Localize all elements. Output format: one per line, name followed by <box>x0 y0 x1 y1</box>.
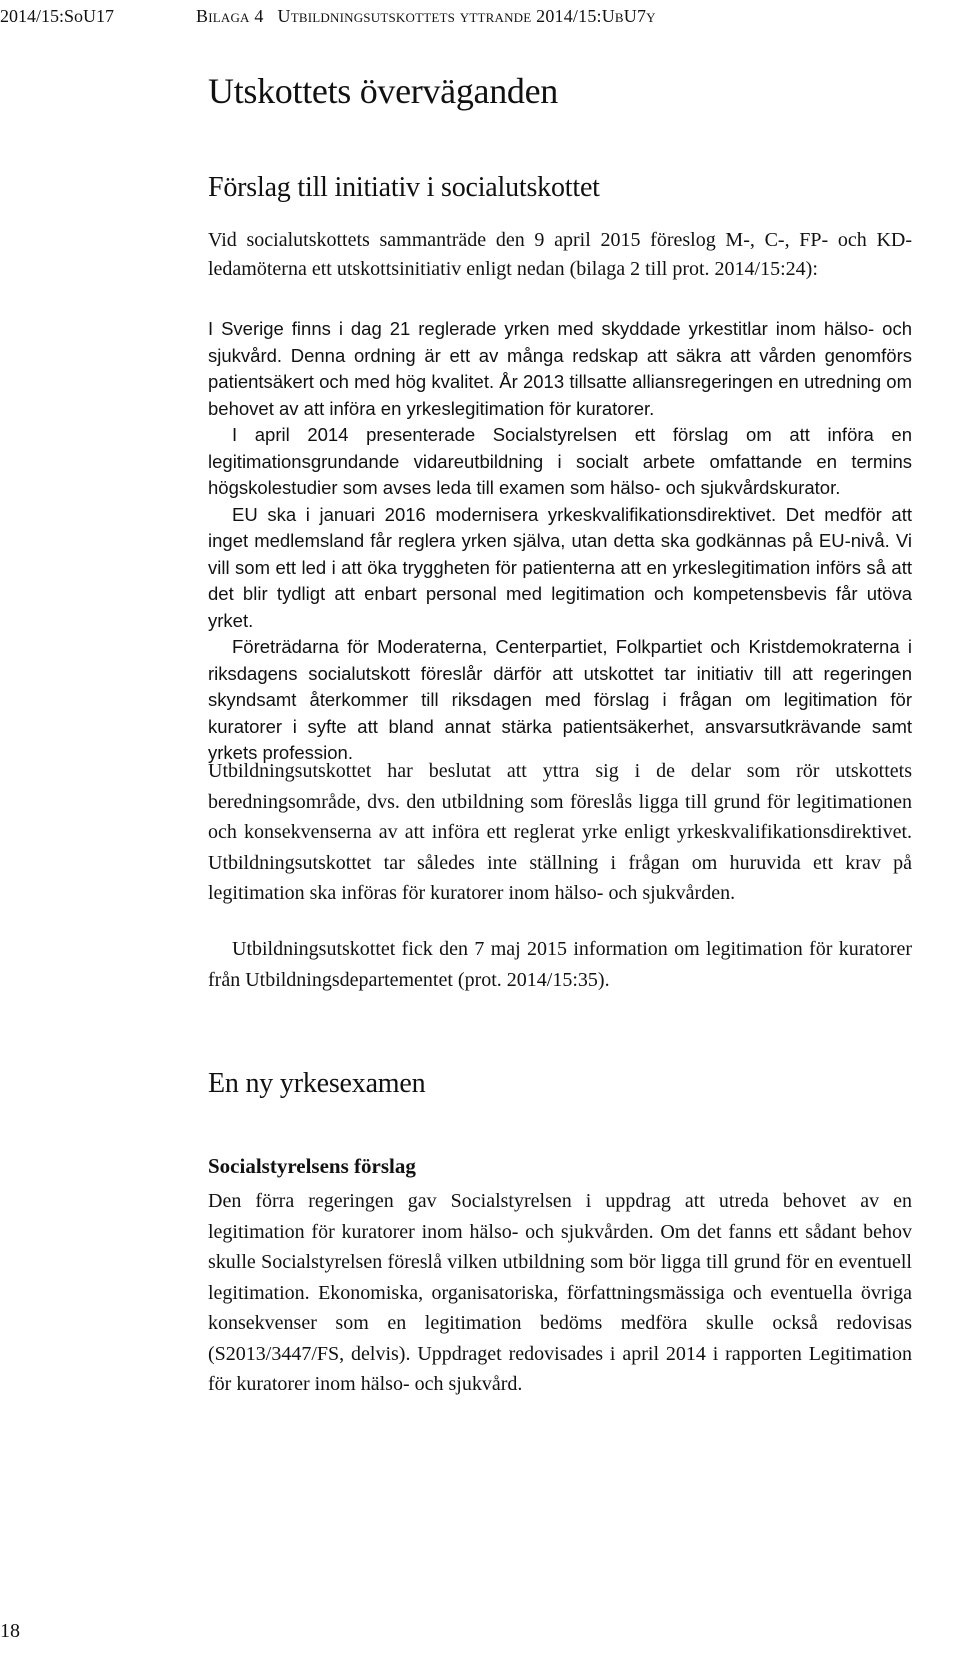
body-paragraph: Utbildningsutskottet har beslutat att yttra sig i de delar som rör utskottets beredningsområde, dvs. den utbildning som föreslås ligga till grund för legitimationen och konsekvenserna av att införa ett reglerat yrke enligt yrkeskvalifikationsdirektivet. Utbildningsutskottet tar således inte ställning i frågan om huruvida ett krav på legitimation ska införas för kuratorer inom hälso- och sjukvården. <box>208 760 912 904</box>
quote-paragraph: Företrädarna för Moderaterna, Centerpartiet, Folkpartiet och Kristdemokraterna i riksdagens socialutskott föreslår därför att utskottet tar initiativ till att regeringen skyndsamt återkommer till riksdagen med förslag i frågan om legitimation för kuratorer i syfte att bland annat stärka patientsäkerhet, ansvarsutkrävande samt yrkets profession. <box>208 636 912 763</box>
header-caption <box>196 6 656 27</box>
page-number: 18 <box>0 1620 20 1642</box>
subsection-heading: Socialstyrelsens förslag <box>208 1154 416 1178</box>
page-title: Utskottets överväganden <box>208 71 559 111</box>
doc-reference: 2014/15:SoU17 <box>0 6 115 26</box>
quote-paragraph: I april 2014 presenterade Socialstyrelsen ett förslag om att införa en legitimationsgrundande vidareutbildning i socialt arbete omfattande en termins högskolestudier som avses leda till examen som hälso- och sjukvårdskurator. <box>208 424 912 498</box>
intro-paragraph: Vid socialutskottets sammanträde den 9 april 2015 föreslog M-, C-, FP- och KD-ledamöterna ett utskottsinitiativ enligt nedan (bilaga 2 till prot. 2014/15:24): <box>208 229 912 280</box>
body-paragraph: Utbildningsutskottet fick den 7 maj 2015 information om legitimation för kuratorer från Utbildningsdepartementet (prot. 2014/15:35). <box>208 938 912 991</box>
section-heading-initiative: Förslag till initiativ i socialutskottet <box>208 172 600 203</box>
appendix-label: Bilaga 4 <box>196 6 264 26</box>
quoted-initiative <box>208 316 912 767</box>
running-header <box>0 6 960 36</box>
quote-paragraph: EU ska i januari 2016 modernisera yrkeskvalifikationsdirektivet. Det medför att inget medlemsland får reglera yrken själva, utan detta ska godkännas på EU-nivå. Vi vill som ett led i att öka tryggheten för patienterna att en yrkeslegitimation införs så att det blir tydligt att enbart personal med legitimation och kompetensbevis får utöva yrket. <box>208 503 912 631</box>
body-paragraph: Den förra regeringen gav Socialstyrelsen i uppdrag att utreda behovet av en legitimation för kuratorer inom hälso- och sjukvården. Om det fanns ett sådant behov skulle Socialstyrelsen föreslå vilken utbildning som bör ligga till grund för en eventuell legitimation. Ekonomiska, organisatoriska, författningsmässiga och eventuella övriga konsekvenser som en legitimation bedöms medföra skulle också redovisas (S2013/3447/FS, delvis). Uppdraget redovisades i april 2014 i rapporten Legitimation för kuratorer inom hälso- och sjukvård. <box>208 1190 912 1395</box>
statement-label: Utbildningsutskottets yttrande 2014/15:UbU7y <box>277 6 656 26</box>
section-heading-new-degree: En ny yrkesexamen <box>208 1068 426 1099</box>
quote-paragraph: I Sverige finns i dag 21 reglerade yrken med skyddade yrkestitlar inom hälso- och sjukvård. Denna ordning är ett av många redskap att säkra att vården genomförs patientsäkert och med hög kvalitet. År 2013 tillsatte alliansregeringen en utredning om behovet av att införa en yrkeslegitimation för kuratorer. <box>208 318 912 419</box>
